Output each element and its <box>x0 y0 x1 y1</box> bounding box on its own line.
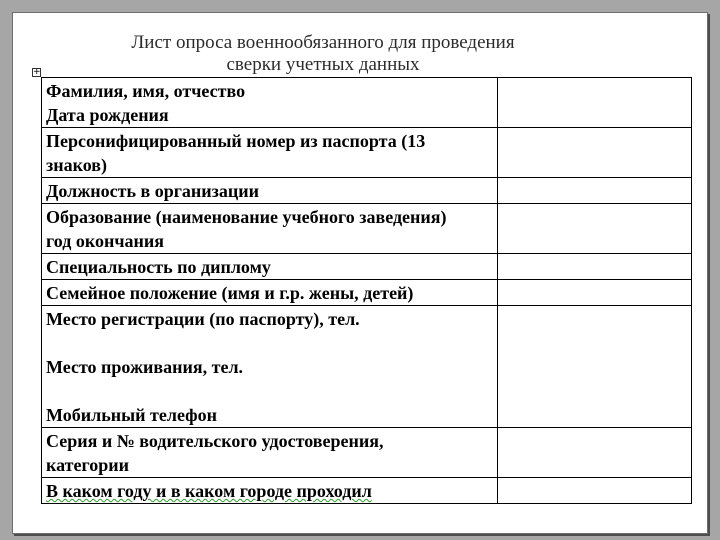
table-row <box>42 254 692 280</box>
row-label <box>42 78 498 128</box>
row-label <box>42 306 498 428</box>
value-cell[interactable] <box>498 204 692 254</box>
row-label <box>42 478 498 504</box>
row-label <box>42 428 498 478</box>
table-move-handle-icon[interactable]: + <box>33 67 41 77</box>
label-line: Должность в организации <box>46 181 260 201</box>
table-row <box>42 128 692 178</box>
table-row <box>42 428 692 478</box>
row-label <box>42 254 498 280</box>
label-line: Место регистрации (по паспорту), тел. <box>46 309 360 329</box>
form-title <box>113 32 533 76</box>
table-row <box>42 78 692 128</box>
document-page <box>12 12 708 534</box>
form-title-line-1: Лист опроса военнообязанного для проведения <box>131 32 515 53</box>
label-line: Фамилия, имя, отчество <box>46 81 246 101</box>
label-line: Место проживания, тел. <box>46 357 244 377</box>
label-line: Образование (наименование учебного заведения) <box>46 207 447 227</box>
value-cell[interactable] <box>498 478 692 504</box>
value-cell[interactable] <box>498 280 692 306</box>
table-row <box>42 306 692 428</box>
table-row <box>42 204 692 254</box>
label-line: знаков) <box>46 155 108 175</box>
table-row <box>42 178 692 204</box>
label-line: Специальность по диплому <box>46 257 271 277</box>
value-cell[interactable] <box>498 306 692 428</box>
value-cell[interactable] <box>498 128 692 178</box>
value-cell[interactable] <box>498 78 692 128</box>
label-line: категории <box>46 455 129 475</box>
value-cell[interactable] <box>498 254 692 280</box>
row-label <box>42 178 498 204</box>
label-line: Дата рождения <box>46 105 169 125</box>
label-line: год окончания <box>46 231 164 251</box>
table-row <box>42 478 692 504</box>
value-cell[interactable] <box>498 178 692 204</box>
label-line: Серия и № водительского удостоверения, <box>46 431 384 451</box>
row-label <box>42 204 498 254</box>
label-line: Семейное положение (имя и г.р. жены, детей) <box>46 283 414 303</box>
survey-table <box>41 77 692 504</box>
label-line: В каком году и в каком городе проходил <box>46 481 372 501</box>
form-title-line-2: сверки учетных данных <box>226 54 420 75</box>
value-cell[interactable] <box>498 428 692 478</box>
label-line: Персонифицированный номер из паспорта (13 <box>46 131 426 151</box>
row-label <box>42 280 498 306</box>
row-label <box>42 128 498 178</box>
label-line: Мобильный телефон <box>46 405 217 425</box>
table-row <box>42 280 692 306</box>
